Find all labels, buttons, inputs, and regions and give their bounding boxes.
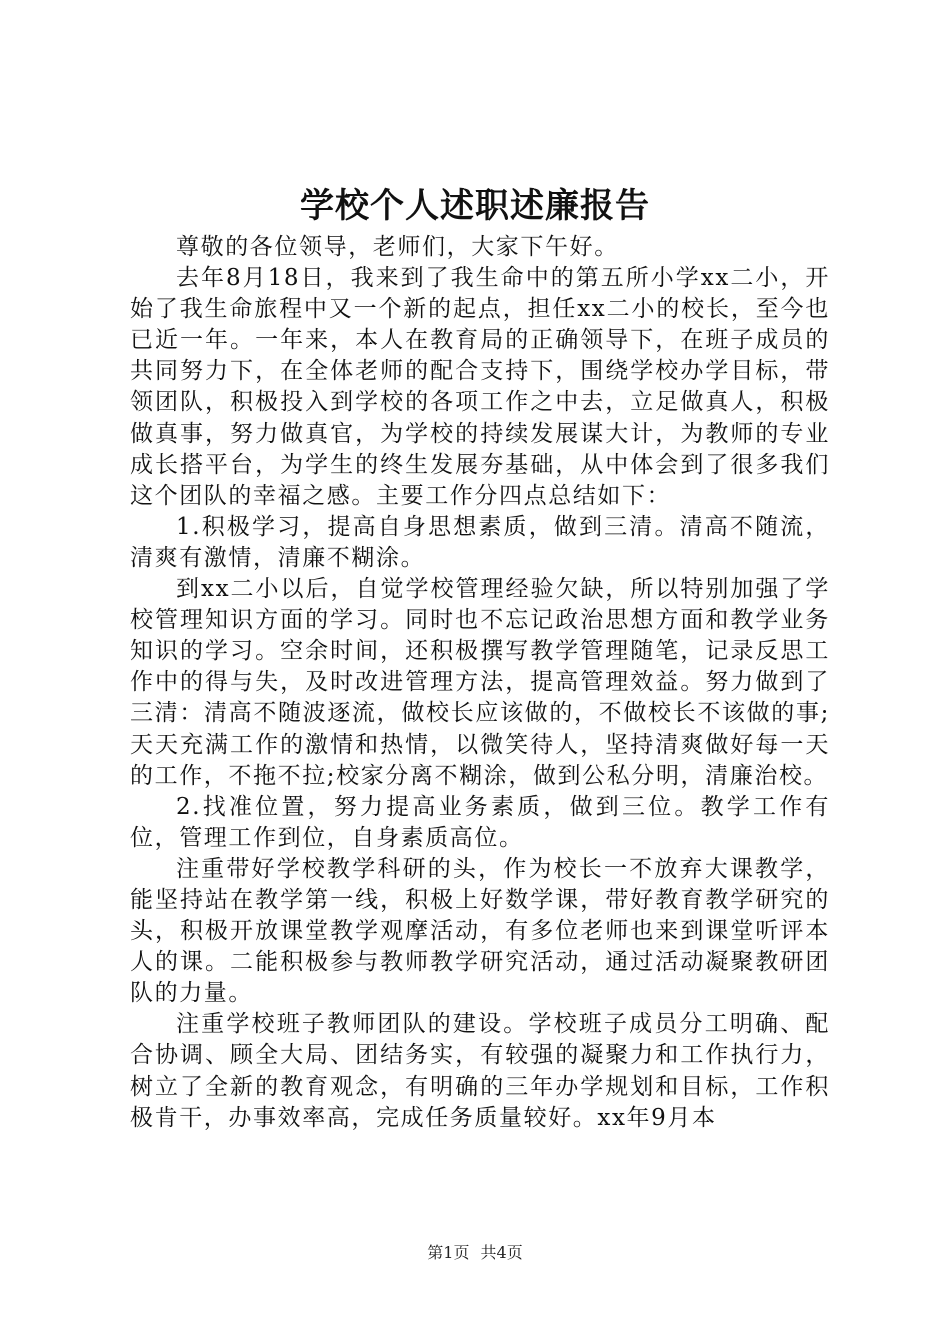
page-footer	[0, 1242, 950, 1264]
document-title: 学校个人述职述廉报告	[300, 186, 650, 226]
paragraph-point-1-heading: 1.积极学习，提高自身思想素质，做到三清。清高不随流，清爽有激情，清廉不糊涂。	[130, 513, 830, 571]
paragraph-point-2-body-b: 注重学校班子教师团队的建设。学校班子成员分工明确、配合协调、顾全大局、团结务实，有较强的凝聚力和工作执行力，树立了全新的教育观念，有明确的三年办学规划和目标，工作积极肯干，办事效率高，完成任务质量较好。xx年9月本	[130, 1011, 830, 1131]
paragraph-greeting: 尊敬的各位领导，老师们，大家下午好。	[176, 234, 619, 260]
paragraph-point-1-body: 到xx二小以后，自觉学校管理经验欠缺，所以特别加强了学校管理知识方面的学习。同时也不忘记政治思想方面和教学业务知识的学习。空余时间，还积极撰写教学管理随笔，记录反思工作中的得与失，及时改进管理方法，提高管理效益。努力做到了三清：清高不随波逐流，做校长应该做的，不做校长不该做的事;天天充满工作的激情和热情，以微笑待人，坚持清爽做好每一天的工作，不拖不拉;校家分离不糊涂，做到公私分明，清廉治校。	[130, 576, 830, 789]
paragraph-intro: 去年8月18日，我来到了我生命中的第五所小学xx二小，开始了我生命旅程中又一个新的起点，担任xx二小的校长，至今也已近一年。一年来，本人在教育局的正确领导下，在班子成员的共同努力下，在全体老师的配合支持下，围绕学校办学目标，带领团队，积极投入到学校的各项工作之中去，立足做真人，积极做真事，努力做真官，为学校的持续发展谋大计，为教师的专业成长搭平台，为学生的终生发展夯基础，从中体会到了很多我们这个团队的幸福之感。主要工作分四点总结如下：	[130, 265, 830, 509]
document-body	[130, 232, 830, 1134]
paragraph-point-2-body-a: 注重带好学校教学科研的头，作为校长一不放弃大课教学，能坚持站在教学第一线，积极上好数学课，带好教育教学研究的头，积极开放课堂教学观摩活动，有多位老师也来到课堂听评本人的课。二能积极参与教师教学研究活动，通过活动凝聚教研团队的力量。	[130, 855, 830, 1007]
page-number: 第1页	[427, 1243, 470, 1262]
paragraph-point-2-heading: 2.找准位置，努力提高业务素质，做到三位。教学工作有位，管理工作到位，自身素质高位。	[130, 793, 830, 851]
page-total: 共4页	[480, 1243, 523, 1262]
